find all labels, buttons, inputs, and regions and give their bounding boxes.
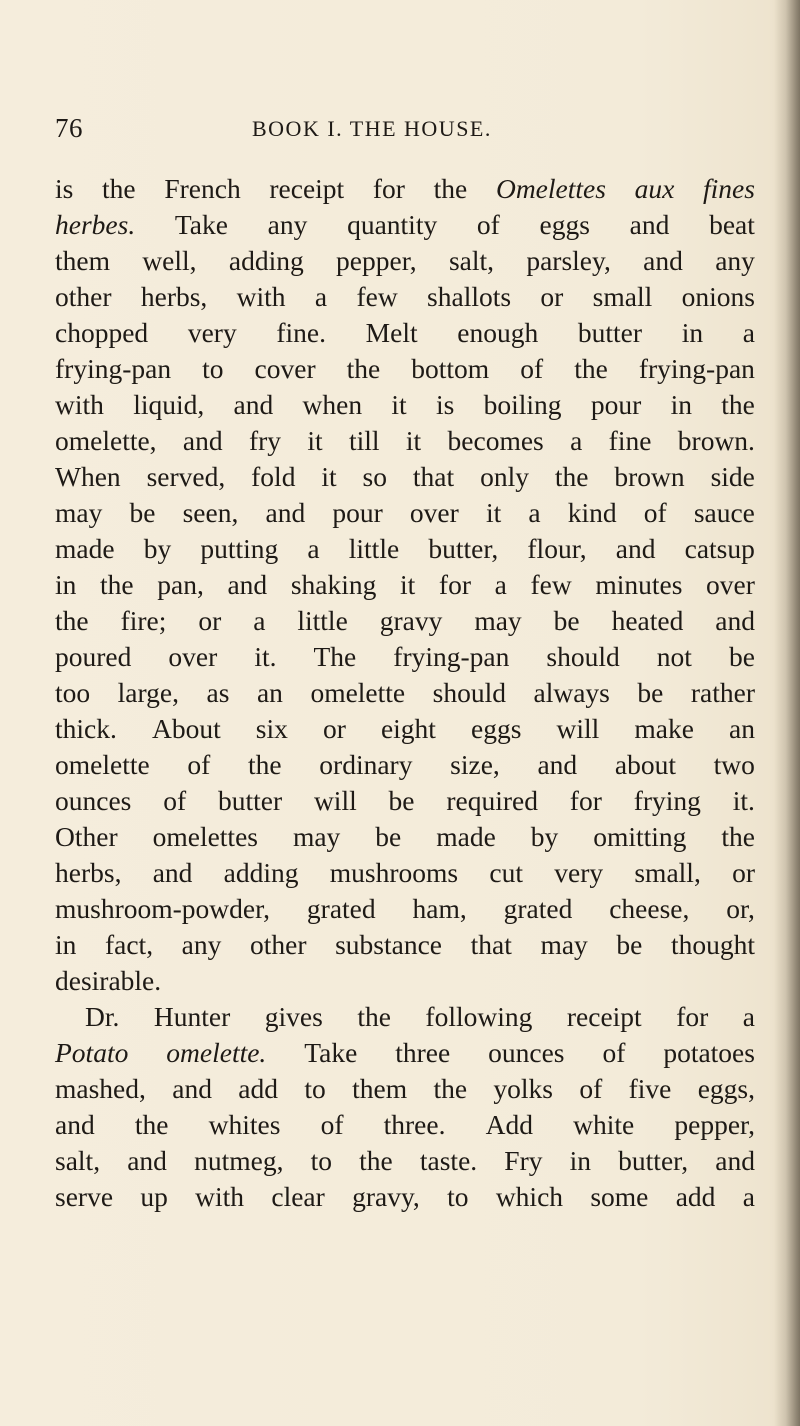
text-line: salt, and nutmeg, to the taste. Fry in butter, and — [55, 1145, 755, 1176]
text-line: with liquid, and when it is boiling pour in the — [55, 389, 755, 420]
text-line: omelette, and fry it till it becomes a fine brown. — [55, 425, 755, 456]
text-line: desirable. — [55, 965, 162, 996]
text-line: in the pan, and shaking it for a few minutes over — [55, 569, 755, 600]
text-line: omelette of the ordinary size, and about two — [55, 749, 755, 780]
text-line: in fact, any other substance that may be thought — [55, 929, 755, 960]
text-line: poured over it. The frying-pan should not be — [55, 641, 755, 672]
text-line: and the whites of three. Add white pepper, — [55, 1109, 755, 1140]
text-line: When served, fold it so that only the brown side — [55, 461, 755, 492]
text-line: frying-pan to cover the bottom of the frying-pan — [55, 353, 755, 384]
text-line: may be seen, and pour over it a kind of sauce — [55, 497, 755, 528]
text-line: mushroom-powder, grated ham, grated cheese, or, — [55, 893, 755, 924]
body-text — [55, 171, 755, 1215]
text-line: Dr. Hunter gives the following receipt for a — [85, 1001, 755, 1032]
text-line: too large, as an omelette should always be rather — [55, 677, 755, 708]
text-line: herbes. Take any quantity of eggs and beat — [55, 209, 755, 240]
text-line: Potato omelette. Take three ounces of potatoes — [55, 1037, 755, 1068]
text-line: chopped very fine. Melt enough butter in a — [55, 317, 755, 348]
page-header — [55, 113, 755, 153]
text-line: the fire; or a little gravy may be heated and — [55, 605, 755, 636]
text-line: herbs, and adding mushrooms cut very small, or — [55, 857, 755, 888]
text-line: mashed, and add to them the yolks of five eggs, — [55, 1073, 755, 1104]
text-line: is the French receipt for the Omelettes aux fines — [55, 173, 755, 204]
page-edge-shadow — [774, 0, 800, 1426]
page-number: 76 — [55, 113, 83, 143]
running-head: BOOK I. THE HOUSE. — [252, 116, 492, 141]
text-line: them well, adding pepper, salt, parsley, and any — [55, 245, 755, 276]
text-line: serve up with clear gravy, to which some add a — [55, 1181, 755, 1212]
text-line: made by putting a little butter, flour, and catsup — [55, 533, 755, 564]
text-line: other herbs, with a few shallots or small onions — [55, 281, 755, 312]
text-line: ounces of butter will be required for frying it. — [55, 785, 755, 816]
text-line: thick. About six or eight eggs will make an — [55, 713, 755, 744]
text-line: Other omelettes may be made by omitting the — [55, 821, 755, 852]
